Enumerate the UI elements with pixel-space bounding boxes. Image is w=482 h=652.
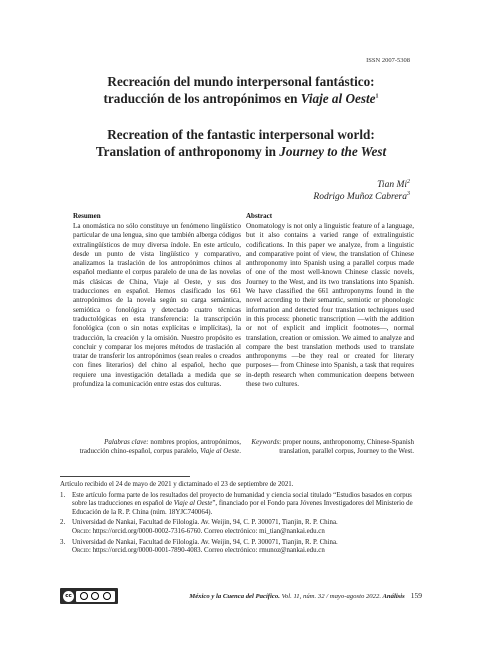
- spanish-title-line2: traducción de los antropónimos en Viaje al Oeste$^1$: [103, 91, 379, 106]
- footnote-2-orcid-label: Orcid: [72, 527, 89, 535]
- footnote-2-number: 2.: [60, 519, 66, 527]
- palabras-clave-text: nombres propios, antropónimos, traducción chino-español, corpus paralelo,: [79, 438, 241, 456]
- abstract-text: Onomatology is not only a linguistic feature of a language, but it also contains a varied range of extralinguistic codifications. In this paper we analyze, from a linguistic and comparative point of view, the translation of Chinese anthroponomy into Spanish using a parallel corpus made of one of the most well-known Chinese classic novels, Journey to the West, and its two translations into Spanish. We have classified the 661 anthroponyms found in the novel according to their semantic, semiotic or phonologic information and detected four translation techniques used in this process: phonetic transcription —with the addition or not of explicit and implicit footnotes—, normal translation, creation or omission. We aimed to analyze and compare the best translation methods used to translate anthroponyms —be they real or created for literary purposes— from Chinese into Spanish, a task that requires in-depth research when communication deepens between these two cultures.: [246, 222, 414, 389]
- palabras-clave-work: Viaje al Oeste: [200, 447, 240, 456]
- keywords-label: Keywords: [251, 438, 280, 446]
- journal-issue: Vol. 11, núm. 32 / mayo-agosto 2022.: [279, 593, 382, 600]
- author-2-footnote-marker[interactable]: 3: [407, 190, 410, 197]
- resumen-heading: Resumen: [73, 212, 101, 220]
- footnote-divider: [60, 476, 190, 477]
- license-terms-bar: [76, 591, 115, 602]
- keywords: [246, 438, 414, 457]
- footnote-3-orcid-label: Orcid: [72, 547, 89, 555]
- spanish-title: [60, 73, 422, 107]
- author-1-name: Tian Mi: [377, 180, 407, 190]
- footnote-1-number: 1.: [60, 491, 66, 499]
- journal-section: Análisis: [381, 593, 405, 600]
- palabras-clave: Palabras clave: nombres propios, antropónimos, traducción chino-español, corpus paralelo, Viaje al Oeste.: [79, 438, 241, 456]
- page-footer: [60, 588, 422, 604]
- english-title-line1: Recreation of the fantastic interpersonal world:: [107, 127, 375, 142]
- noncommercial-icon: [91, 592, 99, 600]
- footnote-2-orcid-link[interactable]: : https://orcid.org/0000-0002-7316-6760. Correo electrónico: mi_tian@nankai.edu.cn: [88, 527, 325, 535]
- resumen-section: [73, 212, 241, 389]
- cc-icon: cc: [63, 591, 74, 602]
- attribution-icon: [80, 592, 88, 600]
- spanish-title-line1: Recreación del mundo interpersonal fantástico:: [107, 74, 375, 89]
- footnotes: [60, 481, 422, 558]
- spanish-title-work: Viaje al Oeste: [300, 91, 376, 106]
- english-title-work: Journey to the West: [279, 144, 387, 159]
- sharealike-icon: [103, 592, 111, 600]
- journal-citation: [189, 591, 422, 600]
- author-1-footnote-marker[interactable]: 2: [407, 178, 410, 185]
- author-2-name: Rodrigo Muñoz Cabrera: [313, 192, 407, 202]
- keywords-text: : proper nouns, anthroponomy, Chinese-Spanish translation, parallel corpus, Journey to the West.: [279, 438, 414, 456]
- english-title: [60, 126, 422, 160]
- title-footnote-marker[interactable]: 1: [375, 93, 379, 100]
- palabras-clave-label: Palabras clave:: [104, 438, 149, 446]
- author-1: [377, 180, 410, 190]
- resumen-text: La onomástica no sólo constituye un fenómeno lingüístico particular de una lengua, sino que también alberga códigos extralingüísticos de muy diversa índole. En este artículo, desde un punto de vista lingüístico y comparativo, analizamos la traslación de los antropónimos chinos al español mediante el corpus paralelo de una de las novelas más clásicas de China, Viaje al Oeste, y sus dos traducciones en español. Hemos clasificado los 661 antropónimos de la novela según su carga semántica, semiótica o fonológica y detectado cuatro técnicas traductológicas en esta transferencia: la transcripción fonológica (con o sin notas explícitas e implícitas), la traducción, la creación y la omisión. Nuestro propósito es concluir y comparar los mejores métodos de traslación al tratar de transferir los antropónimos (sean reales o creados con fines literarios) del chino al español, hecho que requiere una investigación detallada a medida que se profundiza la comunicación entre estas dos culturas.: [73, 222, 241, 389]
- page-number: 159: [410, 591, 422, 600]
- abstract-section: [246, 212, 414, 389]
- creative-commons-license-badge[interactable]: [60, 588, 118, 604]
- footnote-1: 1. Este artículo forma parte de los resultados del proyecto de humanidad y ciencia social titulado “Estudios basados en corpus sobre las traducciones en español de Viaje al Oeste”, financiado por el Fondo para Jóvenes Investigadores del Ministerio de Educación de la R. P. China (núm. 18YJC740064).: [60, 491, 413, 516]
- author-2: [313, 192, 410, 202]
- footnote-3: 3. Universidad de Nankai, Facultad de Filología. Av. Weijin, 94, C. P. 300071, Tianjin, R. P. China. Orcid: https://orcid.org/0000-0001-7890-4083. Correo electrónico: rmunoz@nankai.edu.cn: [60, 538, 338, 555]
- issn-label: ISSN 2007-5308: [366, 57, 410, 64]
- footnote-3-number: 3.: [60, 538, 66, 546]
- abstract-heading: Abstract: [246, 212, 273, 220]
- received-date-note: Artículo recibido el 24 de mayo de 2021 y dictaminado el 23 de septiembre de 2021.: [60, 481, 294, 488]
- journal-name: México y la Cuenca del Pacífico.: [189, 593, 280, 600]
- footnote-3-orcid-link[interactable]: : https://orcid.org/0000-0001-7890-4083. Correo electrónico: rmunoz@nankai.edu.cn: [88, 547, 325, 555]
- english-title-line2: Translation of anthroponomy in Journey to the West: [95, 144, 387, 159]
- footnote-2: 2. Universidad de Nankai, Facultad de Filología. Av. Weijin, 94, C. P. 300071, Tianjin, R. P. China. Orcid: https://orcid.org/0000-0002-7316-6760. Correo electrónico: mi_tian@nankai.edu.cn: [60, 519, 338, 535]
